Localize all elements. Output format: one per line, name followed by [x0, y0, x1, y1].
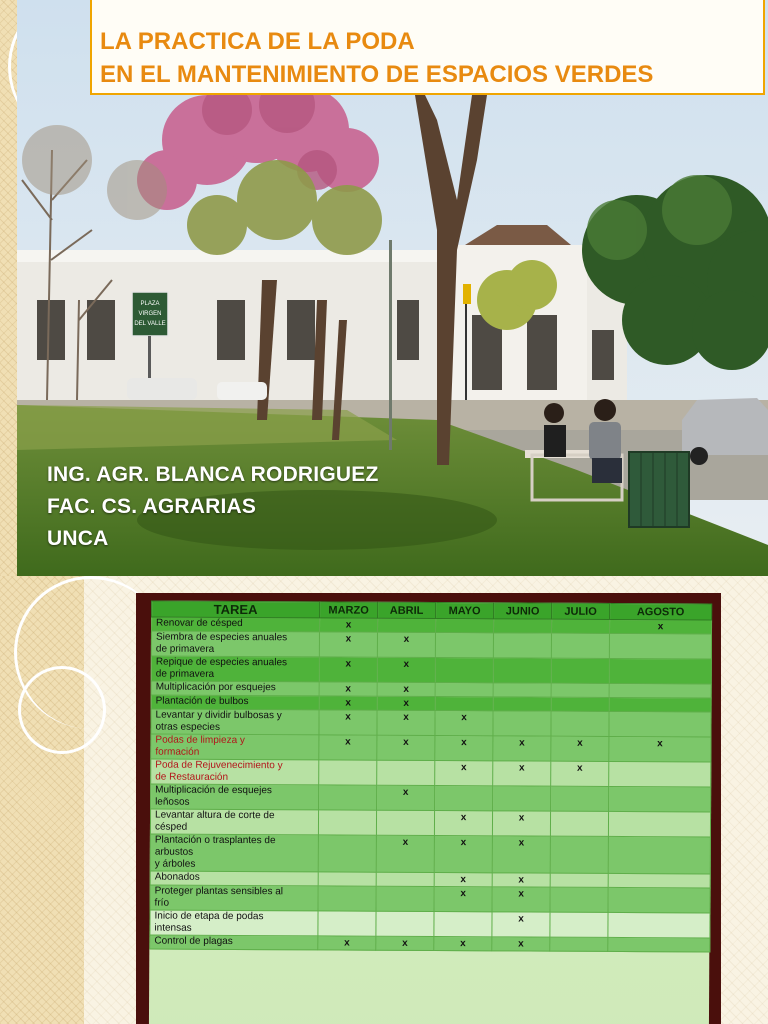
month-cell-empty: [609, 683, 711, 698]
month-mark: x: [434, 887, 492, 912]
task-cell: [151, 631, 319, 657]
month-cell-empty: [435, 697, 493, 711]
task-label-line: arbustos: [154, 846, 194, 858]
month-mark: x: [492, 873, 550, 887]
month-cell-empty: [318, 810, 376, 835]
month-cell-empty: [376, 872, 434, 886]
month-cell-empty: [551, 697, 609, 711]
sign-line-1: PLAZA: [140, 301, 160, 307]
task-label-line: intensas: [154, 922, 192, 934]
month-cell-empty: [435, 786, 493, 811]
month-cell-empty: [608, 937, 710, 952]
task-label-line: Multiplicación de esquejes: [155, 784, 272, 797]
calendar-table-photo: [136, 593, 721, 1024]
month-mark: x: [319, 710, 377, 735]
month-cell-empty: [609, 711, 711, 737]
month-mark: x: [609, 736, 711, 762]
month-mark: x: [492, 912, 550, 937]
month-cell-empty: [609, 658, 711, 684]
month-cell-empty: [434, 912, 492, 937]
month-mark: x: [377, 785, 435, 810]
sign-line-3: DEL VALLE: [134, 321, 166, 327]
month-mark: x: [377, 696, 435, 710]
slide-title-box: [90, 0, 765, 95]
month-cell-empty: [318, 886, 376, 911]
month-mark: x: [377, 735, 435, 760]
task-label-line: Podas de limpieza y: [155, 734, 245, 747]
task-label-line: y árboles: [154, 858, 196, 870]
month-mark: x: [319, 618, 377, 632]
month-mark: x: [493, 736, 551, 761]
month-cell-empty: [377, 618, 435, 632]
task-label-line: Siembra de especies anuales: [155, 631, 288, 644]
month-cell-empty: [377, 760, 435, 785]
header-month: JULIO: [552, 603, 610, 619]
header-month: MARZO: [320, 602, 378, 618]
table-row: [151, 734, 711, 762]
task-label-line: Control de plagas: [154, 935, 233, 947]
task-label-line: Plantación o trasplantes de: [154, 834, 276, 847]
month-cell-empty: [318, 911, 376, 936]
month-cell-empty: [550, 912, 608, 937]
month-mark: x: [434, 836, 492, 873]
month-cell-empty: [435, 633, 493, 658]
task-cell: [151, 784, 319, 810]
month-cell-empty: [318, 872, 376, 886]
table-row: [150, 885, 710, 913]
table-row: [150, 834, 710, 874]
month-cell-empty: [550, 937, 608, 951]
task-label-line: Levantar y dividir bulbosas y: [155, 709, 282, 722]
month-cell-empty: [551, 658, 609, 683]
task-label-line: Inicio de etapa de podas: [154, 910, 264, 923]
task-label-line: Poda de Rejuvenecimiento y: [155, 759, 283, 772]
month-mark: x: [318, 936, 376, 950]
task-label-line: Abonados: [154, 871, 200, 883]
month-mark: x: [377, 710, 435, 735]
table-row: [151, 631, 711, 659]
task-label-line: césped: [154, 821, 188, 833]
month-cell-empty: [608, 873, 710, 888]
task-cell: [150, 885, 318, 911]
month-mark: x: [376, 835, 434, 872]
task-cell: [150, 834, 318, 872]
month-cell-empty: [493, 658, 551, 683]
month-mark: x: [377, 632, 435, 657]
task-cell: [150, 871, 318, 886]
month-mark: x: [319, 735, 377, 760]
month-cell-empty: [609, 697, 711, 712]
month-cell-empty: [493, 683, 551, 697]
header-task: TAREA: [152, 601, 320, 618]
task-label-line: Multiplicación por esquejes: [155, 681, 276, 694]
task-label-line: Repique de especies anuales: [155, 656, 288, 669]
task-cell: [150, 935, 318, 950]
task-cell: [151, 709, 319, 735]
task-cell: [151, 656, 319, 682]
title-line-2: EN EL MANTENIMIENTO DE ESPACIOS VERDES: [100, 61, 654, 88]
table-row: [151, 656, 711, 684]
table-row: [151, 709, 711, 737]
month-cell-empty: [551, 683, 609, 697]
month-mark: x: [551, 761, 609, 786]
month-mark: x: [493, 761, 551, 786]
month-cell-empty: [609, 761, 711, 787]
task-label-line: formación: [155, 746, 200, 758]
month-cell-empty: [493, 697, 551, 711]
month-cell-empty: [493, 711, 551, 736]
month-mark: x: [551, 736, 609, 761]
month-cell-empty: [608, 811, 710, 837]
slide-pruning-calendar[interactable]: [0, 576, 768, 1024]
month-mark: x: [319, 696, 377, 710]
header-month: MAYO: [436, 603, 494, 619]
author-faculty: FAC. CS. AGRARIAS: [47, 495, 257, 518]
month-cell-empty: [319, 760, 377, 785]
swirl-ornament-small: [18, 666, 106, 754]
month-cell-empty: [376, 810, 434, 835]
task-label-line: Proteger plantas sensibles al: [154, 885, 284, 898]
month-mark: x: [492, 836, 550, 873]
table-row: [150, 809, 710, 837]
month-mark: x: [377, 682, 435, 696]
task-label-line: de primavera: [155, 668, 215, 680]
month-mark: x: [434, 873, 492, 887]
table-row: [151, 759, 711, 787]
month-cell-empty: [376, 911, 434, 936]
task-cell: [151, 695, 319, 710]
task-cell: [151, 617, 319, 632]
task-cell: [151, 759, 319, 785]
header-month: JUNIO: [494, 603, 552, 619]
month-mark: x: [435, 761, 493, 786]
month-cell-empty: [493, 633, 551, 658]
month-cell-empty: [609, 786, 711, 812]
task-cell: [150, 809, 318, 835]
month-cell-empty: [608, 887, 710, 913]
task-label-line: Renovar de césped: [156, 617, 243, 630]
author-name: ING. AGR. BLANCA RODRIGUEZ: [47, 463, 379, 486]
sign-line-2: VIRGEN: [138, 311, 162, 317]
month-cell-empty: [608, 836, 710, 874]
month-cell-empty: [435, 683, 493, 697]
month-cell-empty: [550, 836, 608, 873]
month-cell-empty: [551, 633, 609, 658]
month-mark: x: [435, 711, 493, 736]
month-cell-empty: [493, 619, 551, 633]
month-mark: x: [376, 936, 434, 950]
table-row: [151, 784, 711, 812]
month-mark: x: [492, 937, 550, 951]
month-cell-empty: [550, 873, 608, 887]
month-mark: x: [319, 632, 377, 657]
task-label-line: de Restauración: [155, 771, 229, 783]
task-label-line: Plantación de bulbos: [155, 695, 249, 708]
month-cell-empty: [319, 785, 377, 810]
month-cell-empty: [376, 886, 434, 911]
month-mark: x: [492, 887, 550, 912]
task-label-line: leñosos: [155, 796, 190, 808]
month-cell-empty: [551, 711, 609, 736]
task-cell: [151, 681, 319, 696]
month-cell-empty: [318, 835, 376, 872]
month-cell-empty: [550, 811, 608, 836]
month-mark: x: [492, 811, 550, 836]
title-line-1: LA PRACTICA DE LA PODA: [100, 28, 415, 55]
month-mark: x: [319, 682, 377, 696]
month-cell-empty: [608, 912, 710, 938]
task-cell: [150, 910, 318, 936]
task-label-line: otras especies: [155, 721, 221, 733]
table-body: [150, 617, 712, 952]
month-mark: x: [319, 657, 377, 682]
month-cell-empty: [551, 786, 609, 811]
month-mark: x: [377, 657, 435, 682]
month-mark: x: [434, 937, 492, 951]
calendar-table: [149, 601, 712, 953]
task-label-line: de primavera: [155, 643, 215, 655]
task-label-line: frío: [154, 897, 170, 909]
calendar-table-sheet: [149, 601, 711, 1024]
month-cell-empty: [550, 887, 608, 912]
month-mark: x: [434, 811, 492, 836]
month-cell-empty: [435, 658, 493, 683]
month-mark: x: [609, 619, 711, 634]
header-month: AGOSTO: [610, 603, 712, 620]
task-cell: [151, 734, 319, 760]
month-mark: x: [435, 736, 493, 761]
month-cell-empty: [551, 619, 609, 633]
month-cell-empty: [435, 619, 493, 633]
month-cell-empty: [493, 786, 551, 811]
header-month: ABRIL: [378, 602, 436, 618]
table-row: [150, 935, 710, 952]
task-label-line: Levantar altura de corte de: [155, 809, 275, 822]
month-cell-empty: [609, 633, 711, 659]
table-row: [150, 910, 710, 938]
author-university: UNCA: [47, 527, 109, 550]
